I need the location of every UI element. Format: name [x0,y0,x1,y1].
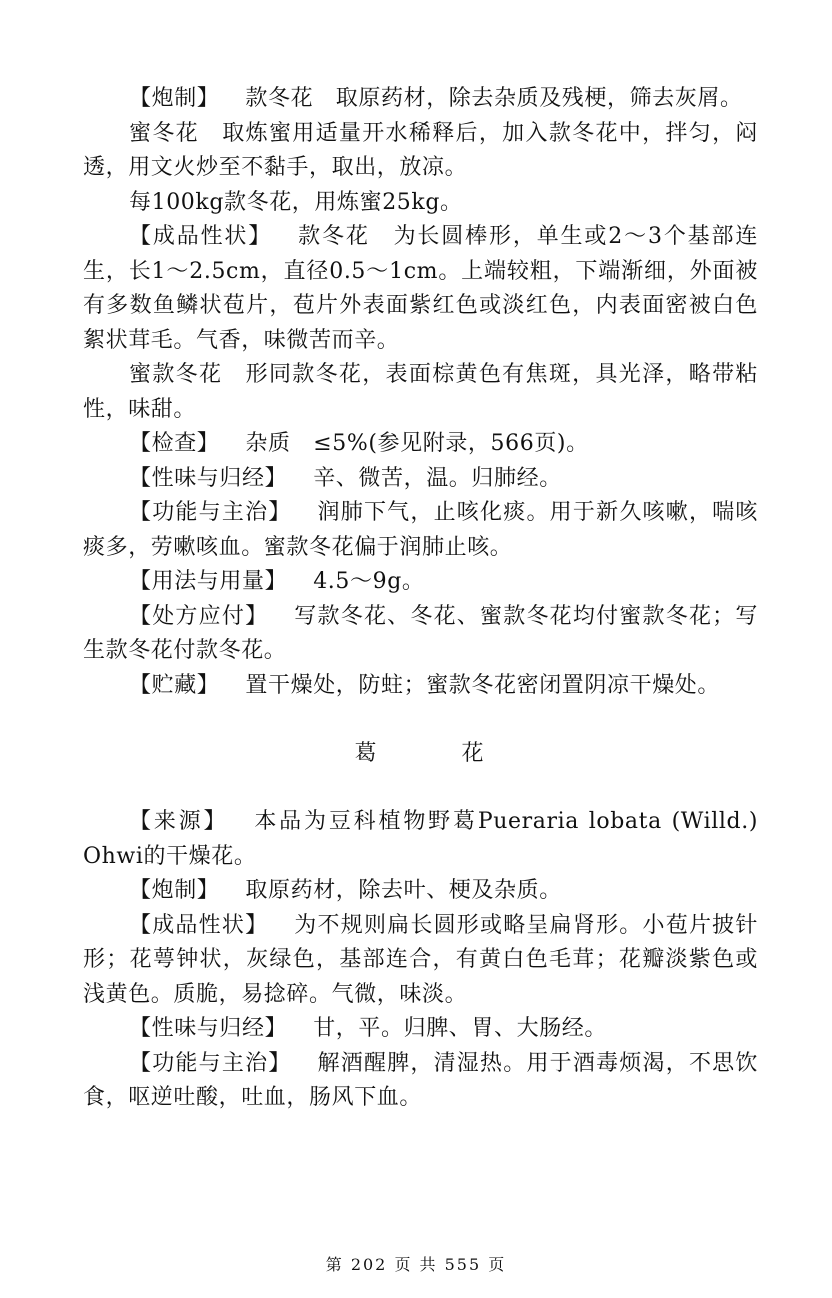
section-label: 【性味与归经】 [129,465,288,491]
paragraph-text: 置干燥处，防蛀；蜜款冬花密闭置阴凉干燥处。 [245,672,721,698]
paragraph [83,427,758,462]
paragraph-text: 每100kg款冬花，用炼蜜25kg。 [129,189,463,215]
paragraph-text: 本品为豆科植物野葛Pueraria lobata (Willd.) Ohwi的干燥花。 [83,809,759,869]
section-title-char: 葛 [354,741,380,766]
paragraph [83,358,758,427]
paragraph [83,82,758,117]
paragraph [83,220,758,358]
paragraph [83,805,758,874]
section-gehua [83,805,758,1116]
section-label: 【功能与主治】 [129,1050,292,1076]
section-label: 【成品性状】 [129,224,273,249]
paragraph-text: 蜜冬花 取炼蜜用适量开水稀释后，加入款冬花中，拌匀，闷透，用文火炒至不黏手，取出，放凉。 [83,120,758,180]
section-label: 【贮藏】 [129,672,220,698]
paragraph-text: 款冬花 取原药材，除去杂质及残梗，筛去灰屑。 [245,86,743,111]
paragraph [83,669,758,704]
section-label: 【检查】 [129,431,220,456]
paragraph-text: 解酒醒脾，清湿热。用于酒毒烦渴，不思饮食，呕逆吐酸，吐血，肠风下血。 [83,1050,758,1110]
paragraph [83,117,758,186]
paragraph-text: 为不规则扁长圆形或略呈扁肾形。小苞片披针形；花萼钟状，灰绿色，基部连合，有黄白色毛茸；花瓣淡紫色或浅黄色。质脆，易捻碎。气微，味淡。 [83,912,758,1007]
page-footer: 第 202 页 共 555 页 [325,1255,507,1274]
section-kuandonghua [83,82,758,703]
paragraph [83,565,758,600]
paragraph-text: 杂质 ≤5%(参见附录，566页)。 [245,431,589,456]
paragraph [83,186,758,221]
paragraph-text: 润肺下气，止咳化痰。用于新久咳嗽，喘咳痰多，劳嗽咳血。蜜款冬花偏于润肺止咳。 [83,500,758,560]
section-label: 【来源】 [129,809,229,834]
paragraph-text: 写款冬花、冬花、蜜款冬花均付蜜款冬花；写生款冬花付款冬花。 [83,603,758,663]
paragraph-text: 款冬花 为长圆棒形，单生或2～3个基部连生，长1～2.5cm，直径0.5～1cm。上端较粗，下端渐细，外面被有多数鱼鳞状苞片，苞片外表面紫红色或淡红色，内表面密被白色絮状茸毛。气香，味微苦而辛。 [83,224,758,353]
section-label: 【炮制】 [129,86,220,111]
paragraph [83,462,758,497]
paragraph-text: 甘，平。归脾、胃、大肠经。 [313,1016,608,1041]
section-title [83,737,758,771]
section-label: 【炮制】 [129,878,220,903]
paragraph [83,600,758,669]
paragraph [83,1012,758,1047]
paragraph-text: 辛、微苦，温。归肺经。 [313,465,562,491]
paragraph [83,874,758,909]
section-label: 【用法与用量】 [129,569,288,594]
section-label: 【成品性状】 [129,912,269,938]
paragraph-text: 4.5～9g。 [313,569,425,594]
paragraph [83,909,758,1013]
section-label: 【处方应付】 [129,603,269,629]
section-label: 【性味与归经】 [129,1016,288,1041]
section-title-char: 花 [461,741,487,766]
paragraph-text: 蜜款冬花 形同款冬花，表面棕黄色有焦斑，具光泽，略带粘性，味甜。 [83,362,758,422]
paragraph [83,496,758,565]
paragraph-text: 取原药材，除去叶、梗及杂质。 [245,878,562,903]
section-label: 【功能与主治】 [129,500,292,525]
paragraph [83,1047,758,1116]
page-content [83,82,758,1116]
